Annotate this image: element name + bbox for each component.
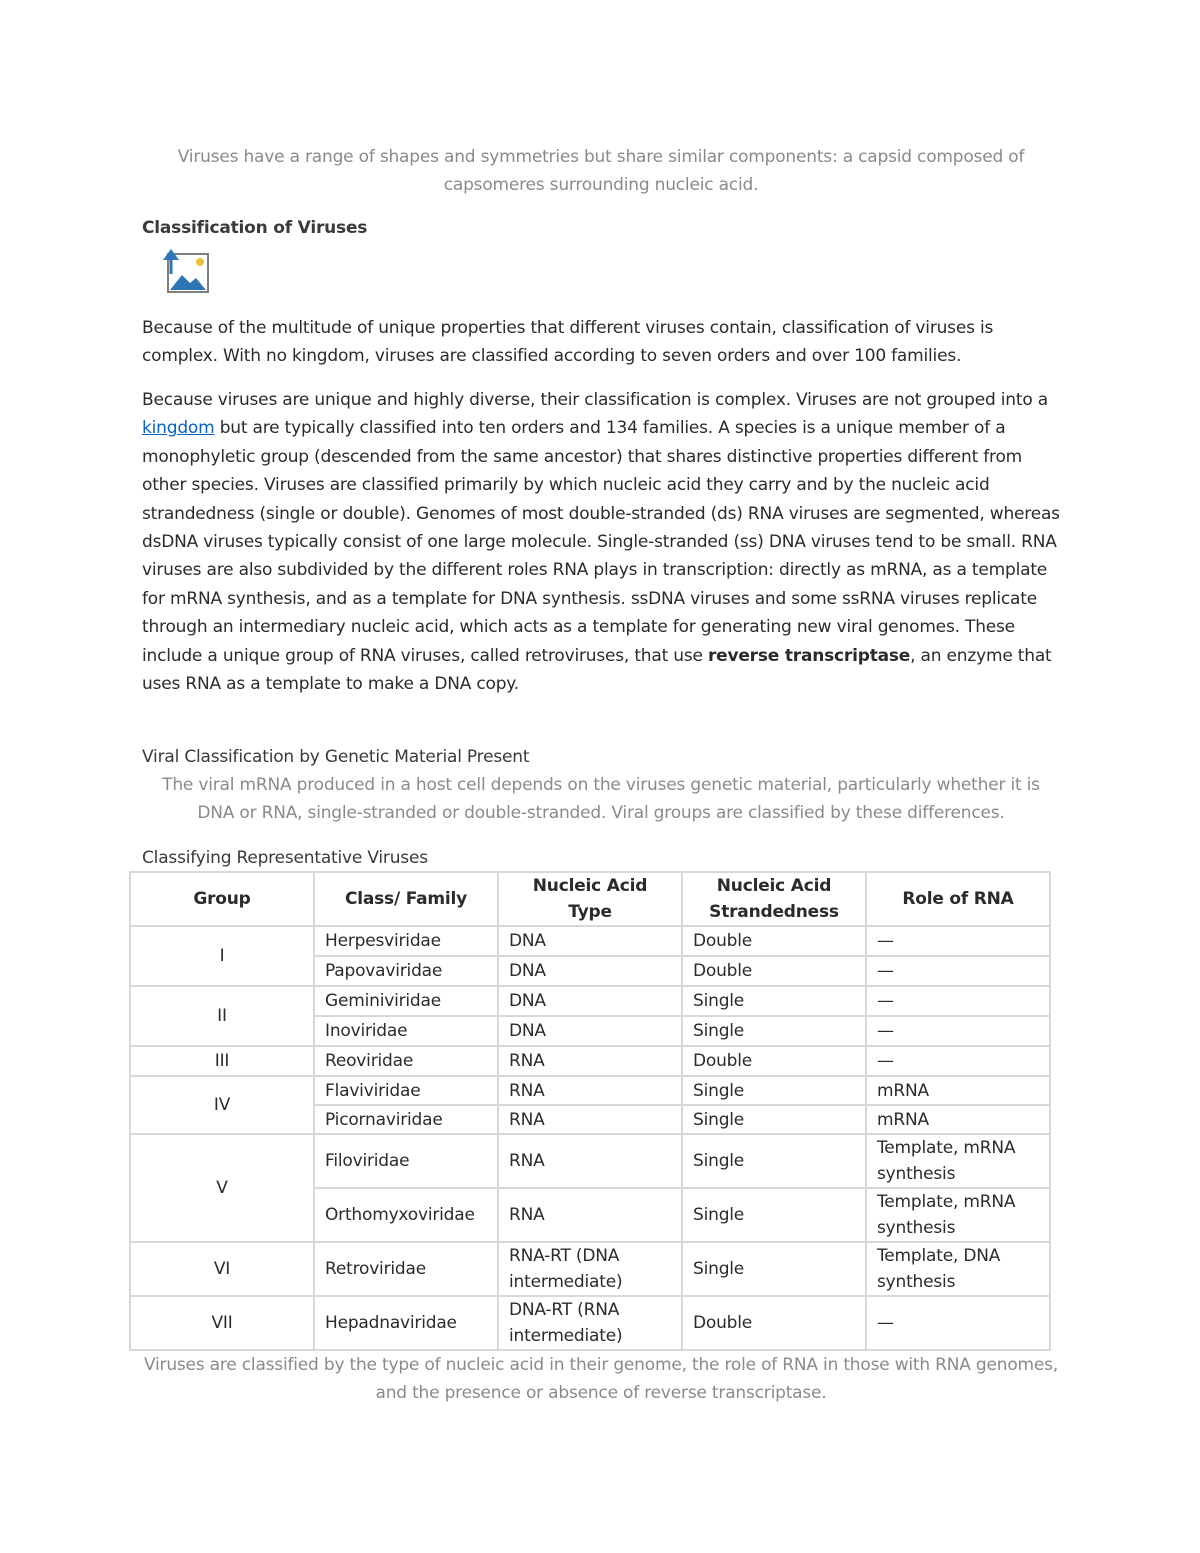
bold-term: reverse transcriptase	[707, 645, 911, 666]
type-cell: RNA	[498, 1046, 682, 1076]
paragraph-2-text: but are typically classified into ten orders and 134 families. A species is a unique member of a monophyletic group (descended from the same ancestor) that shares distinctive properties different from other species. Viruses are classified primarily by which nucleic acid they carry and by the nucleic acid strandedness (single or double). Genomes of most double-stranded (ds) RNA viruses are segmented, whereas dsDNA viruses typically consist of one large molecule. Single-stranded (ss) DNA viruses tend to be small. RNA viruses are also subdivided by the different roles RNA plays in transcription: directly as mRNA, as a template for mRNA synthesis, and as a template for DNA synthesis. ssDNA viruses and some ssRNA viruses replicate through an intermediary nucleic acid, which acts as a template for generating new viral genomes. These include a unique group of RNA viruses, called retroviruses, that use	[142, 418, 1060, 666]
strand-cell: Double	[682, 1296, 866, 1350]
group-cell: VII	[130, 1296, 314, 1350]
table-row	[130, 1134, 1050, 1188]
role-cell: —	[866, 986, 1050, 1016]
type-cell: RNA	[498, 1076, 682, 1105]
group-cell: V	[130, 1134, 314, 1242]
virus-classification-table	[129, 871, 1051, 1351]
group-cell: II	[130, 986, 314, 1046]
type-cell: DNA	[498, 1016, 682, 1046]
table-row	[130, 1242, 1050, 1296]
paragraph-2-text: Because viruses are unique and highly diverse, their classification is complex. Viruses are not grouped into a	[142, 390, 1048, 410]
bottom-caption: Viruses are classified by the type of nucleic acid in their genome, the role of RNA in those with RNA genomes, and the presence or absence of reverse transcriptase.	[143, 1355, 1059, 1403]
strand-cell: Single	[682, 1016, 866, 1046]
family-cell: Filoviridae	[314, 1134, 498, 1188]
family-cell: Herpesviridae	[314, 926, 498, 956]
role-cell: —	[866, 926, 1050, 956]
intro-caption: Viruses have a range of shapes and symmetries but share similar components: a capsid composed of capsomeres surrounding nucleic acid.	[177, 147, 1025, 195]
table-caption: Classifying Representative Viruses	[142, 848, 428, 868]
family-cell: Papovaviridae	[314, 956, 498, 986]
mid-caption: The viral mRNA produced in a host cell depends on the viruses genetic material, particularly whether it is DNA or RNA, single-stranded or double-stranded. Viral groups are classified by these differences.	[162, 775, 1040, 823]
column-header: Nucleic Acid Type	[498, 872, 682, 926]
family-cell: Geminiviridae	[314, 986, 498, 1016]
strand-cell: Single	[682, 986, 866, 1016]
strand-cell: Double	[682, 926, 866, 956]
family-cell: Retroviridae	[314, 1242, 498, 1296]
table-row	[130, 926, 1050, 956]
table-row	[130, 1046, 1050, 1076]
family-cell: Reoviridae	[314, 1046, 498, 1076]
type-cell: RNA	[498, 1188, 682, 1242]
type-cell: RNA	[498, 1134, 682, 1188]
family-cell: Orthomyxoviridae	[314, 1188, 498, 1242]
role-cell: mRNA	[866, 1076, 1050, 1105]
column-header: Role of RNA	[866, 872, 1050, 926]
group-cell: III	[130, 1046, 314, 1076]
strand-cell: Single	[682, 1105, 866, 1134]
strand-cell: Single	[682, 1188, 866, 1242]
role-cell: —	[866, 956, 1050, 986]
type-cell: DNA	[498, 926, 682, 956]
type-cell: DNA-RT (RNA intermediate)	[498, 1296, 682, 1350]
table-row	[130, 1076, 1050, 1105]
table-header-row	[130, 872, 1050, 926]
column-header: Class/ Family	[314, 872, 498, 926]
type-cell: RNA-RT (DNA intermediate)	[498, 1242, 682, 1296]
paragraph-2-text: , an enzyme that uses RNA as a template to make a DNA copy.	[142, 645, 1052, 695]
role-cell: —	[866, 1296, 1050, 1350]
family-cell: Picornaviridae	[314, 1105, 498, 1134]
type-cell: DNA	[498, 986, 682, 1016]
section-heading: Classification of Viruses	[142, 218, 368, 238]
table-row	[130, 1296, 1050, 1350]
subheading: Viral Classification by Genetic Material Present	[142, 747, 530, 767]
family-cell: Inoviridae	[314, 1016, 498, 1046]
role-cell: —	[866, 1016, 1050, 1046]
role-cell: —	[866, 1046, 1050, 1076]
role-cell: Template, mRNA synthesis	[866, 1188, 1050, 1242]
family-cell: Hepadnaviridae	[314, 1296, 498, 1350]
type-cell: DNA	[498, 956, 682, 986]
group-cell: I	[130, 926, 314, 986]
kingdom-link[interactable]: kingdom	[142, 418, 215, 439]
strand-cell: Single	[682, 1134, 866, 1188]
paragraph-2	[142, 386, 1060, 698]
role-cell: Template, DNA synthesis	[866, 1242, 1050, 1296]
type-cell: RNA	[498, 1105, 682, 1134]
column-header: Group	[130, 872, 314, 926]
table-row	[130, 986, 1050, 1016]
group-cell: VI	[130, 1242, 314, 1296]
column-header: Nucleic Acid Strandedness	[682, 872, 866, 926]
role-cell: Template, mRNA synthesis	[866, 1134, 1050, 1188]
group-cell: IV	[130, 1076, 314, 1134]
image-placeholder-icon[interactable]	[160, 248, 210, 294]
paragraph-1: Because of the multitude of unique properties that different viruses contain, classification of viruses is complex. With no kingdom, viruses are classified according to seven orders and over 100 families.	[142, 318, 994, 367]
strand-cell: Double	[682, 1046, 866, 1076]
strand-cell: Single	[682, 1242, 866, 1296]
strand-cell: Single	[682, 1076, 866, 1105]
family-cell: Flaviviridae	[314, 1076, 498, 1105]
role-cell: mRNA	[866, 1105, 1050, 1134]
strand-cell: Double	[682, 956, 866, 986]
